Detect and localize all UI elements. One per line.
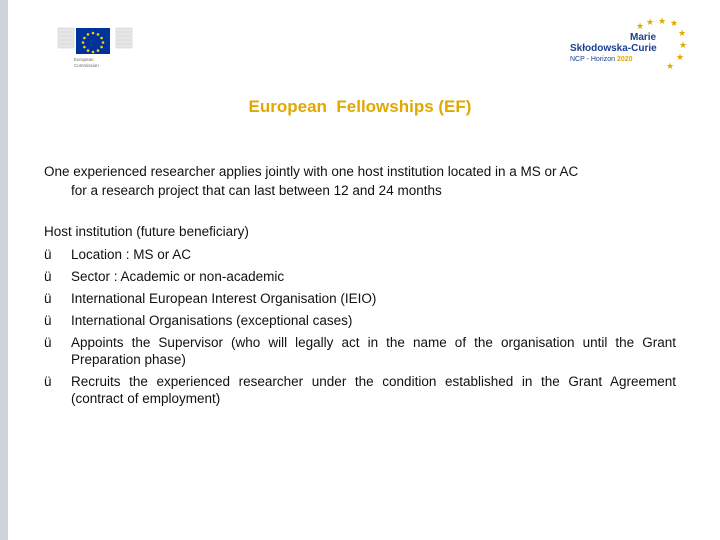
checkmark-icon: ü	[44, 269, 52, 284]
intro-line-1: One experienced researcher applies jointly with one host institution located in a MS or AC	[44, 164, 579, 179]
svg-text:★: ★	[658, 17, 667, 27]
checkmark-icon: ü	[44, 313, 52, 328]
slide-title: European Fellowships (EF)	[248, 97, 472, 116]
list-item: ü Recruits the experienced researcher under the condition established in the Grant Agreement (contract of employment)	[44, 374, 676, 406]
checkmark-icon: ü	[44, 335, 52, 350]
svg-text:★: ★	[646, 18, 655, 28]
list-item: ü Location : MS or AC	[44, 247, 192, 262]
svg-text:★: ★	[676, 53, 685, 63]
list-item: ü Appoints the Supervisor (who will legally act in the name of the organisation until the Grant Preparation phase)	[44, 335, 676, 367]
svg-text:★: ★	[636, 22, 645, 32]
ec-logo-text-2: Commission	[74, 63, 99, 68]
intro-line-2: for a research project that can last between 12 and 24 months	[71, 183, 442, 198]
host-institution-heading: Host institution (future beneficiary)	[44, 224, 249, 239]
list-item: ü Sector : Academic or non-academic	[44, 269, 285, 284]
msca-logo-line3: NCP - Horizon 2020	[570, 56, 633, 63]
list-item: ü International European Interest Organisation (IEIO)	[44, 291, 377, 306]
ec-logo-text-1: European	[74, 57, 94, 62]
msca-logo-line1: Marie	[630, 32, 657, 43]
svg-text:★: ★	[678, 29, 687, 39]
left-edge-bar	[0, 0, 8, 540]
msca-logo-line2: Skłodowska-Curie	[570, 43, 657, 54]
list-item: ü International Organisations (exceptional cases)	[44, 313, 353, 328]
checkmark-icon: ü	[44, 247, 52, 262]
svg-text:★: ★	[670, 19, 679, 29]
european-commission-logo	[56, 18, 136, 70]
checkmark-icon: ü	[44, 291, 52, 306]
msca-logo	[566, 16, 690, 72]
host-requirements-list	[44, 246, 676, 412]
checkmark-icon: ü	[44, 374, 52, 389]
intro-paragraph	[44, 162, 684, 200]
svg-text:★: ★	[666, 62, 675, 72]
svg-text:★: ★	[679, 41, 688, 51]
